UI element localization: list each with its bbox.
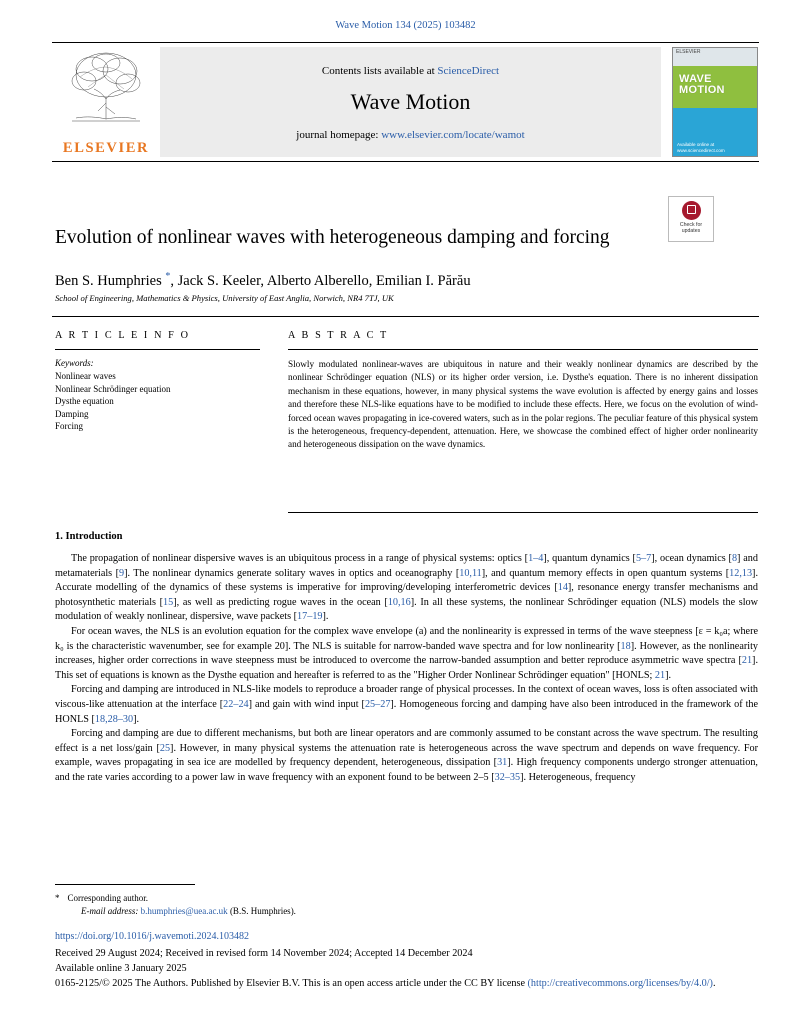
keywords-label: Keywords: bbox=[55, 358, 94, 368]
contents-line bbox=[322, 65, 499, 77]
paragraph: For ocean waves, the NLS is an evolution equation for the complex wave envelope (a) and the nonlinearity is expressed in terms of the wave steepness [ε = k₀a; where k₀ is the characteristic wavenumber, see for example 20]. The NLS is suitable for narrow-banded wave spectra and for low nonlinearity [18]. However, as the nonlinearity increases, higher order corrections in wave steepness must be introduced to overcome the narrow-banded assumption and better reproduce asymmetric wave spectra [21]. This set of equations is known as the Dysthe equation and hereafter is referred to as the "Higher Order Nonlinear Schrödinger equation" [HONLS; 21]. bbox=[55, 625, 758, 681]
body-content bbox=[55, 531, 758, 786]
contents-prefix: Contents lists available at bbox=[321, 65, 438, 77]
keyword-item: Nonlinear waves bbox=[55, 371, 116, 381]
page-title: Evolution of nonlinear waves with heterogeneous damping and forcing bbox=[55, 227, 610, 249]
journal-masthead bbox=[52, 42, 759, 162]
paragraph: Forcing and damping are due to different mechanisms, but both are linear operators and are commonly assumed to be constant across the wave spectrum. The resulting effect is a net loss/gain [25]. However, in many physical systems the attenuation rate is heterogeneous across the wave spectrum and depends on wave frequency. For example, waves propagating in sea ice are modelled by frequency dependent, heterogeneous, dissipation [31]. High frequency components undergo stronger attenuation, and the rate varies according to a power law in wave frequency with an exponent found to be between 2–5 [32–35]. Heterogeneous, frequency bbox=[55, 728, 759, 783]
corresponding-author-note bbox=[55, 892, 755, 905]
cover-publisher-logo: ELSEVIER bbox=[676, 49, 701, 55]
section-heading: 1. Introduction bbox=[55, 531, 123, 542]
license-line bbox=[55, 976, 758, 991]
footer-divider bbox=[55, 884, 195, 885]
doi-line bbox=[55, 931, 755, 942]
affiliation: School of Engineering, Mathematics & Physics, University of East Anglia, Norwich, NR4 7TJ, UK bbox=[55, 293, 394, 303]
license-end: . bbox=[712, 978, 716, 989]
abstract-divider bbox=[288, 349, 758, 350]
keyword-item: Dysthe equation bbox=[55, 396, 114, 407]
crossmark-icon bbox=[682, 201, 701, 220]
history-line: Received 29 August 2024; Received in revised form 14 November 2024; Accepted 14 December 2024 bbox=[55, 948, 473, 959]
journal-homepage-link[interactable]: www.elsevier.com/locate/wamot bbox=[381, 129, 525, 141]
doi-link[interactable]: https://doi.org/10.1016/j.wavemoti.2024.103482 bbox=[55, 931, 249, 942]
keyword-item: Forcing bbox=[55, 421, 83, 432]
keywords-list bbox=[55, 370, 260, 433]
keyword-item: Damping bbox=[55, 408, 89, 419]
abstract-heading: A B S T R A C T bbox=[288, 330, 389, 341]
paragraph: The propagation of nonlinear dispersive waves is an ubiquitous process in a range of physical systems: optics [1–4], quantum dynamics [5–7], ocean dynamics [8] and metamaterials [9]. The nonlinear dynamics generate solitary waves in optics and oceanography [10,11], and quantum memory effects in open quantum systems [12,13]. Accurate modelling of the dynamics of these systems is imperative for improving/developing interferometric devices [14], resonance energy transfer mechanisms and photosynthetic materials [15], as well as predicting rogue waves in the ocean [10,16]. In all these systems, the nonlinear Schrödinger equation (NLS) models the slow modulation of weakly nonlinear, dispersive, wave packets [17–19]. bbox=[55, 553, 758, 623]
license-text: 0165-2125/© 2025 The Authors. Published by Elsevier B.V. This is an open access article under the CC BY license bbox=[55, 978, 525, 989]
article-info-heading: A R T I C L E I N F O bbox=[55, 330, 191, 341]
publisher-logo bbox=[52, 43, 160, 161]
author-list bbox=[55, 267, 715, 291]
cover-image bbox=[672, 47, 758, 157]
email-link[interactable]: b.humphries@uea.ac.uk bbox=[140, 906, 228, 916]
cover-title bbox=[679, 74, 725, 96]
divider-below-abstract bbox=[288, 512, 758, 513]
cover-caption: Available online at www.sciencedirect.com bbox=[677, 142, 725, 153]
license-link[interactable]: (http://creativecommons.org/licenses/by/4.0/) bbox=[527, 978, 713, 989]
divider-above-info bbox=[52, 316, 759, 317]
author-names: Ben S. Humphries *, Jack S. Keeler, Alberto Alberello, Emilian I. Părău bbox=[55, 271, 471, 289]
elsevier-wordmark: ELSEVIER bbox=[62, 140, 150, 156]
journal-cover bbox=[671, 47, 759, 157]
footnote-block bbox=[55, 892, 755, 918]
running-head: Wave Motion 134 (2025) 103482 bbox=[335, 20, 476, 31]
article-info-column bbox=[55, 330, 260, 433]
info-divider bbox=[55, 349, 260, 350]
crossmark-badge[interactable] bbox=[668, 196, 714, 242]
crossmark-line1: Check for bbox=[679, 222, 703, 228]
email-label: E-mail address: bbox=[81, 906, 139, 916]
sciencedirect-link[interactable]: ScienceDirect bbox=[437, 65, 500, 77]
cover-title-line1: WAVE bbox=[679, 73, 712, 85]
cover-title-line2: MOTION bbox=[679, 84, 725, 96]
masthead-center bbox=[160, 47, 661, 157]
homepage-line bbox=[296, 129, 524, 141]
abstract-text: Slowly modulated nonlinear-waves are ubiquitous in nature and their weakly nonlinear dynamics are described by the nonlinear Schrödinger equation (NLS) or its higher order version, i.e. Dysthe's equation. There is no inherent dissipation mechanism in these equations, however, in many physical systems the wave evolution is affected by energy gains and losses and therefore these NLS-like equations have to be modified to include these effects. Here, we focus on the evolution of wind-forced ocean waves propagating in ice-covered waters, such as in the polar regions. The peculiar feature of this physical system is the heterogeneous, frequency-dependent, attenuation. Here, we showcase the combined effect of higher order nonlinearity and heterogeneous dissipation on the wave dynamics. bbox=[288, 359, 758, 450]
corresponding-author-label: Corresponding author. bbox=[67, 893, 148, 903]
available-online-line: Available online 3 January 2025 bbox=[55, 963, 187, 974]
keyword-item: Nonlinear Schrödinger equation bbox=[55, 383, 171, 394]
paragraph: Forcing and damping are introduced in NLS-like models to reproduce a broader range of physical processes. In the context of ocean waves, loss is often associated with viscous-like attenuation at the interface [22–24] and gain with wind input [25–27]. Homogeneous forcing and damping have also been introduced in the framework of the HONLS [18,28–30]. bbox=[55, 684, 759, 725]
footnote-marker: * bbox=[55, 893, 60, 903]
email-note bbox=[81, 905, 755, 918]
elsevier-tree-icon bbox=[58, 47, 154, 125]
journal-title: Wave Motion bbox=[350, 89, 471, 114]
abstract-column bbox=[288, 330, 758, 452]
crossmark-line2: updates bbox=[681, 228, 701, 234]
email-suffix: (B.S. Humphries). bbox=[229, 906, 296, 916]
homepage-prefix: journal homepage: bbox=[296, 129, 382, 141]
